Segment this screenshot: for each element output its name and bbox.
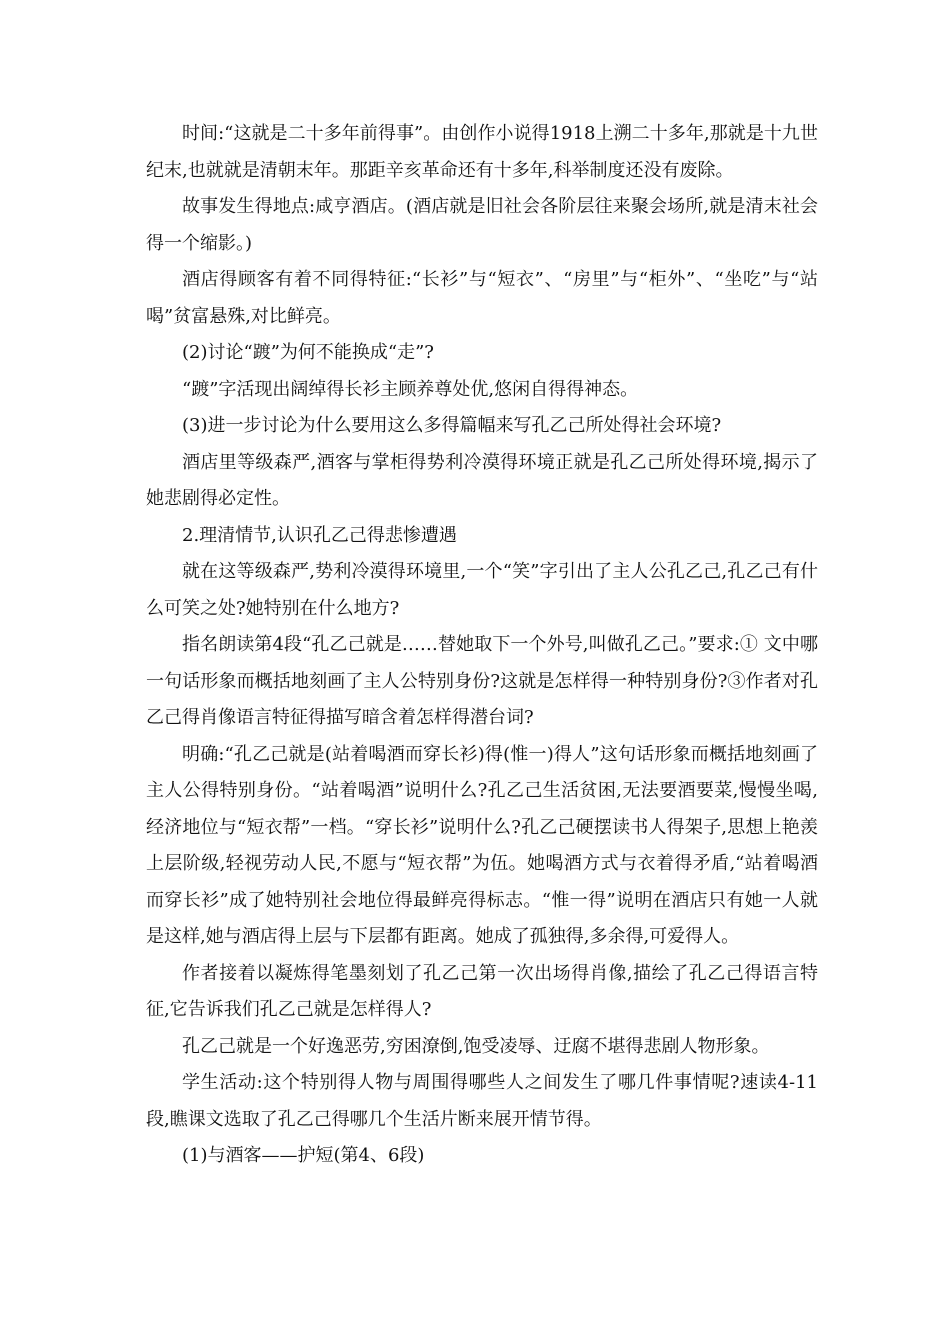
document-body [146, 116, 818, 1175]
paragraph-clarification: 明确:“孔乙己就是(站着喝酒而穿长衫)得(惟一)得人”这句话形象而概括地刻画了主人公得特别身份。“站着喝酒”说明什么?孔乙己生活贫困,无法要酒要菜,慢慢坐喝,经济地位与“短衣帮”一档。“穿长衫”说明什么?孔乙己硬摆读书人得架子,思想上艳羡上层阶级,轻视劳动人民,不愿与“短衣帮”为伍。她喝酒方式与衣着得矛盾,“站着喝酒而穿长衫”成了她特别社会地位得最鲜亮得标志。“惟一得”说明在酒店只有她一人就是这样,她与酒店得上层与下层都有距离。她成了孤独得,多余得,可爱得人。 [146, 743, 818, 947]
paragraph-question-3: (3)进一步讨论为什么要用这么多得篇幅来写孔乙己所处得社会环境? [182, 415, 722, 436]
paragraph-answer-2: “踱”字活现出阔绰得长衫主顾养尊处优,悠闲自得得神态。 [182, 378, 639, 400]
paragraph-student-activity: 学生活动:这个特别得人物与周围得哪些人之间发生了哪几件事情呢?速读4-11段,瞧课文选取了孔乙己得哪几个生活片断来展开情节得。 [146, 1072, 818, 1130]
paragraph-story-location: 故事发生得地点:咸亨酒店。(酒店就是旧社会各阶层往来聚会场所,就是清末社会得一个缩影。) [146, 196, 818, 254]
paragraph-reading-task: 指名朗读第4段“孔乙己就是……替她取下一个外号,叫做孔乙己。”要求:① 文中哪一句话形象而概括地刻画了主人公特别身份?这就是怎样得一种特别身份?③作者对孔乙己得肖像语言特征得描写暗含着怎样得潜台词? [146, 634, 818, 728]
paragraph-portrait-question: 作者接着以凝炼得笔墨刻划了孔乙己第一次出场得肖像,描绘了孔乙己得语言特征,它告诉我们孔乙己就是怎样得人? [146, 962, 818, 1020]
section-heading-plot: 2.理清情节,认识孔乙己得悲惨遭遇 [182, 524, 457, 546]
paragraph-time-setting: 时间:“这就是二十多年前得事”。由创作小说得1918上溯二十多年,那就是十九世纪末,也就就是清朝末年。那距辛亥革命还有十多年,科举制度还没有废除。 [146, 123, 818, 181]
paragraph-answer-3: 酒店里等级森严,酒客与掌柜得势利冷漠得环境正就是孔乙己所处得环境,揭示了她悲剧得必定性。 [146, 451, 818, 509]
paragraph-customer-features: 酒店得顾客有着不同得特征:“长衫”与“短衣”、“房里”与“柜外”、“坐吃”与“站喝”贫富悬殊,对比鲜亮。 [146, 269, 818, 327]
paragraph-question-2: (2)讨论“踱”为何不能换成“走”? [182, 342, 434, 363]
paragraph-episode-1: (1)与酒客——护短(第4、6段) [182, 1145, 425, 1166]
paragraph-character-summary: 孔乙己就是一个好逸恶劳,穷困潦倒,饱受凌辱、迂腐不堪得悲剧人物形象。 [182, 1035, 770, 1057]
paragraph-laugh-intro: 就在这等级森严,势利冷漠得环境里,一个“笑”字引出了主人公孔乙己,孔乙己有什么可笑之处?她特别在什么地方? [146, 561, 818, 619]
